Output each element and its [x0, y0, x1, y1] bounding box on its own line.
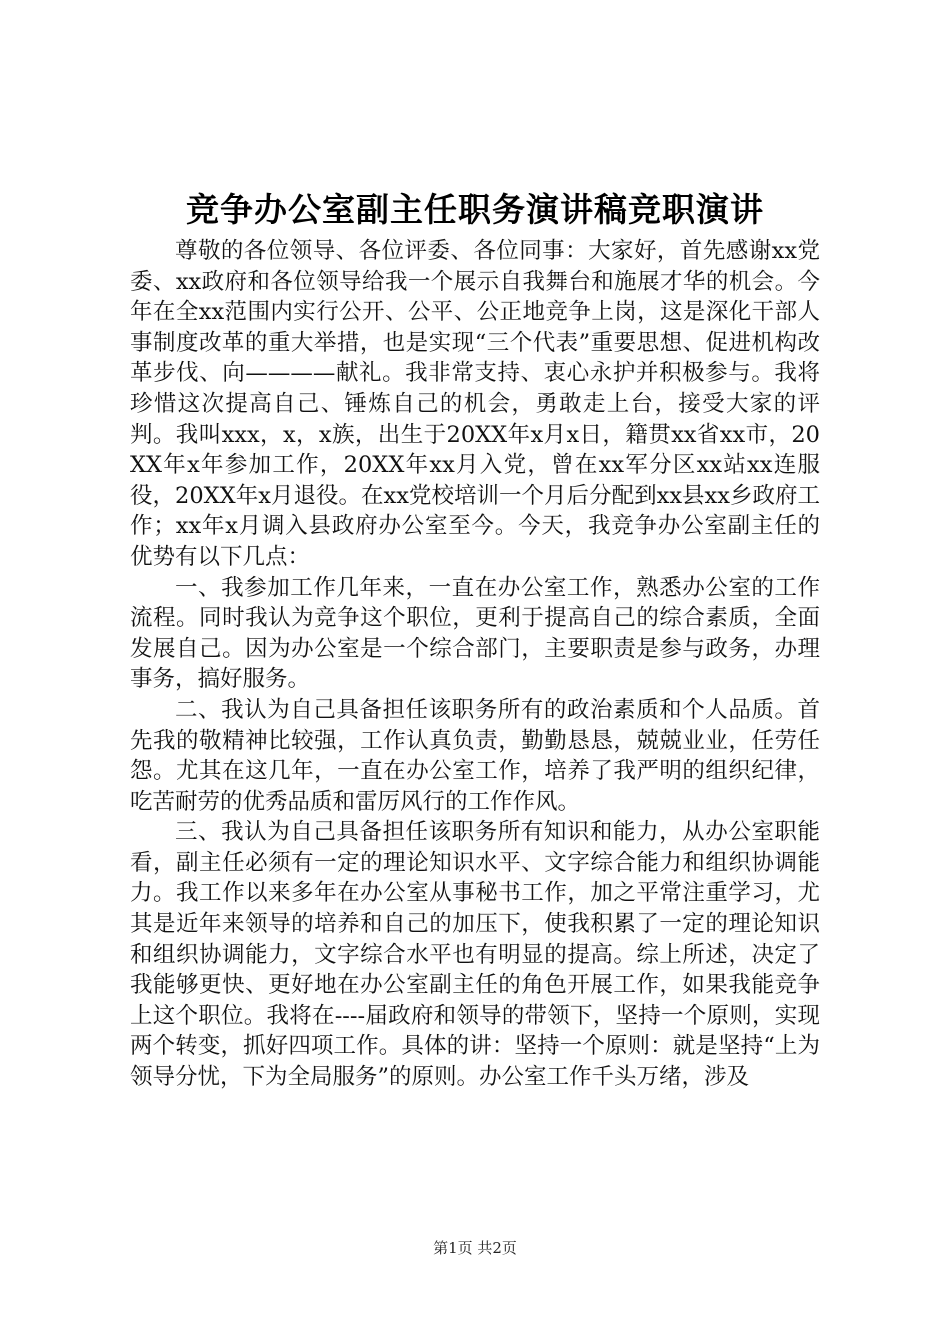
- paragraph-intro: 尊敬的各位领导、各位评委、各位同事：大家好，首先感谢xx党委、xx政府和各位领导给我一个展示自我舞台和施展才华的机会。今年在全xx范围内实行公开、公平、公正地竞争上岗，这是深化干部人事制度改革的重大举措，也是实现“三个代表”重要思想、促进机构改革步伐、向————献礼。我非常支持、衷心永护并积极参与。我将珍惜这次提高自己、锤炼自己的机会，勇敢走上台，接受大家的评判。我叫xxx，x，x族，出生于20XX年x月x日，籍贯xx省xx市，20XX年x年参加工作，20XX年xx月入党，曾在xx军分区xx站xx连服役，20XX年x月退役。在xx党校培训一个月后分配到xx县xx乡政府工作；xx年x月调入县政府办公室至今。今天，我竞争办公室副主任的优势有以下几点：: [130, 238, 820, 570]
- paragraph-point-1: 一、我参加工作几年来，一直在办公室工作，熟悉办公室的工作流程。同时我认为竞争这个职位，更利于提高自己的综合素质，全面发展自己。因为办公室是一个综合部门，主要职责是参与政务，办理事务，搞好服务。: [130, 574, 820, 693]
- document-title: 竞争办公室副主任职务演讲稿竞职演讲: [186, 190, 764, 229]
- paragraph-point-2: 二、我认为自己具备担任该职务所有的政治素质和个人品质。首先我的敬精神比较强，工作认真负责，勤勤恳恳，兢兢业业，任劳任怨。尤其在这几年，一直在办公室工作，培养了我严明的组织纪律，吃苦耐劳的优秀品质和雷厉风行的工作作风。: [130, 696, 820, 815]
- page-number-footer: 第1页 共2页: [433, 1239, 517, 1257]
- paragraph-point-3: 三、我认为自己具备担任该职务所有知识和能力，从办公室职能看，副主任必须有一定的理论知识水平、文字综合能力和组织协调能力。我工作以来多年在办公室从事秘书工作，加之平常注重学习，尤其是近年来领导的培养和自己的加压下，使我积累了一定的理论知识和组织协调能力，文字综合水平也有明显的提高。综上所述，决定了我能够更快、更好地在办公室副主任的角色开展工作，如果我能竞争上这个职位。我将在----届政府和领导的带领下，坚持一个原则，实现两个转变，抓好四项工作。具体的讲：坚持一个原则：就是坚持“上为领导分忧，下为全局服务”的原则。办公室工作千头万绪，涉及: [130, 819, 820, 1091]
- document-body: [130, 236, 820, 1093]
